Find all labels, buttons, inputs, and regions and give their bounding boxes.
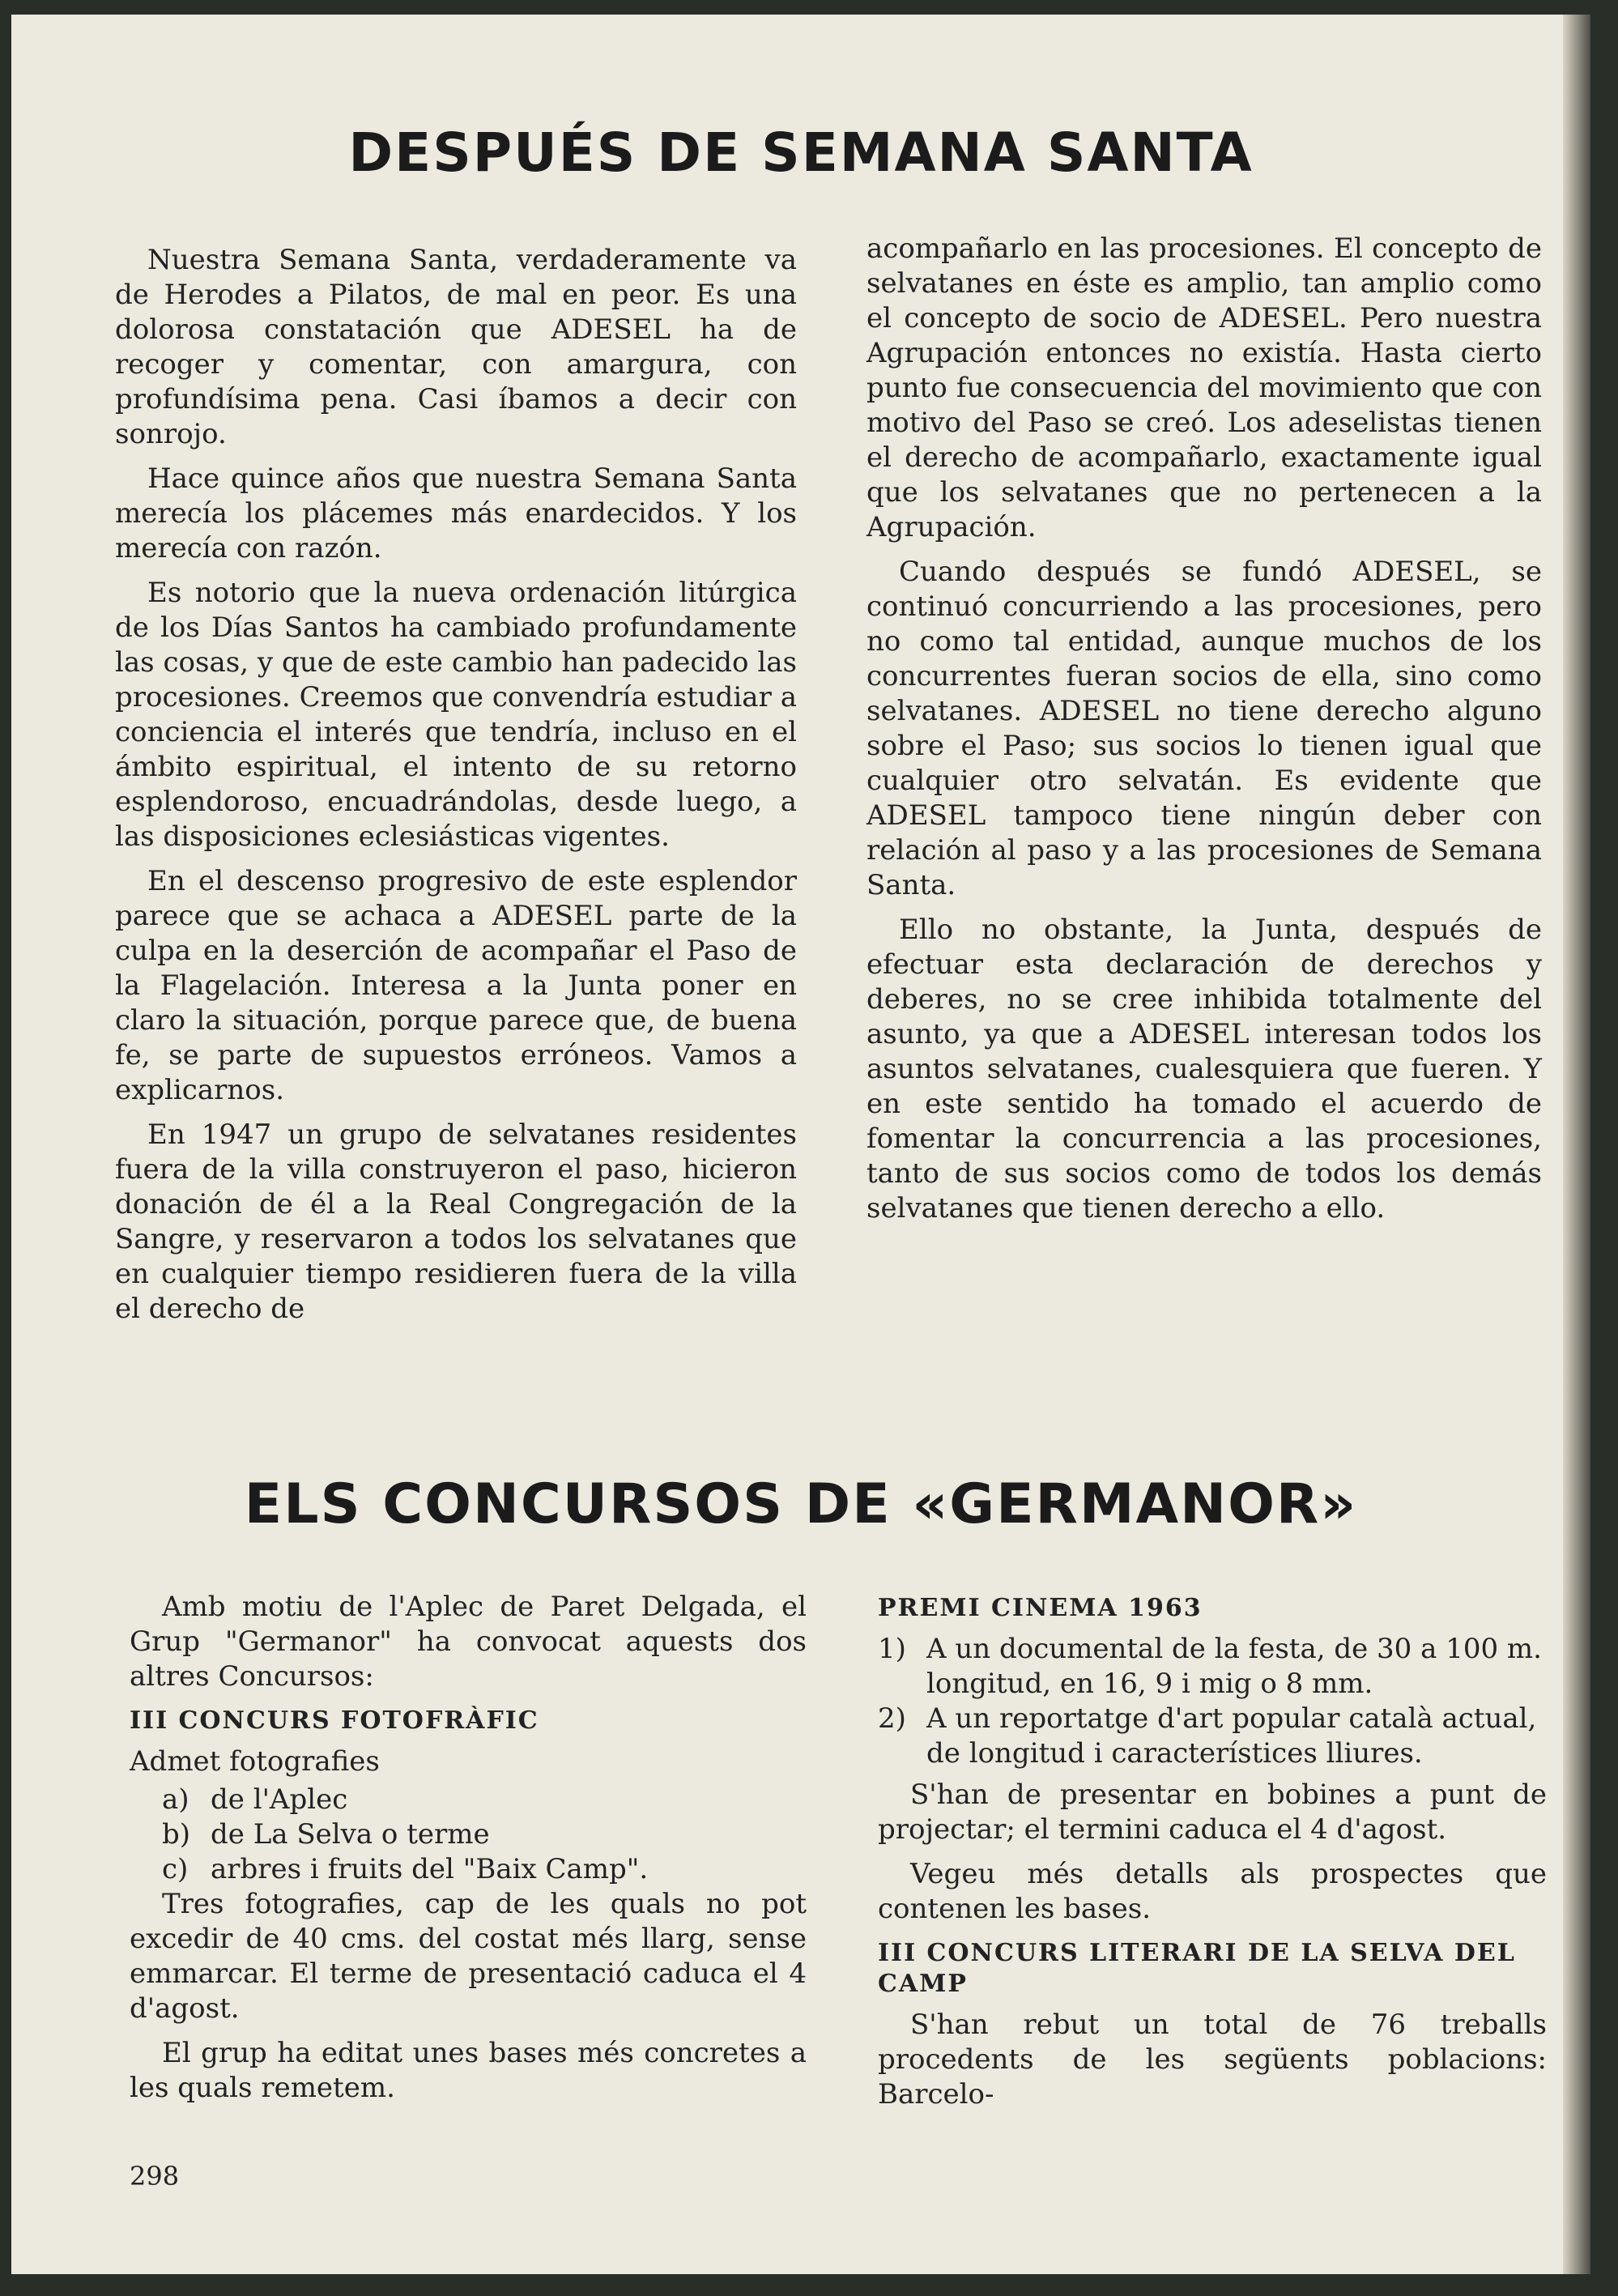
list-text: de La Selva o terme: [211, 1818, 490, 1851]
paragraph: S'han de presentar en bobines a punt de projectar; el termini caduca el 4 d'agost.: [878, 1778, 1547, 1846]
magazine-page: [11, 15, 1590, 2274]
paragraph: S'han rebut un total de 76 treballs procedents de les següents poblacions: Barcelo-: [878, 2008, 1547, 2111]
article2-column-right: [878, 1582, 1547, 2122]
book-spine: [1563, 15, 1590, 2274]
list-item: [878, 1702, 1547, 1771]
paragraph: Nuestra Semana Santa, verdaderamente va de Herodes a Pilatos, de mal en peor. Es una dolorosa constatación que ADESEL ha de recoger y comentar, con amargura, con profundísima pena. Casi íbamos a decir con sonrojo.: [115, 244, 797, 450]
list-text: arbres i fruits del "Baix Camp".: [211, 1853, 649, 1885]
section-heading-cinema: PREMI CINEMA 1963: [878, 1594, 1203, 1622]
list-key: 2): [878, 1702, 906, 1735]
list-item: [878, 1632, 1547, 1702]
article-title-concursos: ELS CONCURSOS DE «GERMANOR»: [244, 1472, 1358, 1536]
article1-column-right: [866, 232, 1542, 1236]
list-text: A un documental de la festa, de 30 a 100 m. longitud, en 16, 9 i mig o 8 mm.: [926, 1633, 1542, 1700]
list-item: [162, 1817, 807, 1852]
page-number: 298: [130, 2161, 180, 2192]
section-heading-foto: III CONCURS FOTOFRÀFIC: [130, 1706, 539, 1735]
list-item: [162, 1783, 807, 1817]
paragraph: Es notorio que la nueva ordenación litúrgica de los Días Santos ha cambiado profundamente las cosas, y que de este cambio han padecido las procesiones. Creemos que convendría estudiar a conciencia el interés que tendría, incluso en el ámbito espiritual, el intento de su retorno esplendoroso, encuadrándolas, desde luego, a las disposiciones eclesiásticas vigentes.: [115, 577, 797, 853]
paragraph-intro: Amb motiu de l'Aplec de Paret Delgada, el Grup "Germanor" ha convocat aquests dos altres Concursos:: [130, 1591, 807, 1693]
article2-column-left: [130, 1590, 807, 2115]
list-item: [162, 1852, 807, 1887]
paragraph: Tres fotografies, cap de les quals no pot excedir de 40 cms. del costat més llarg, sense emmarcar. El terme de presentació caduca el 4 d'agost.: [130, 1888, 807, 2025]
paragraph: En 1947 un grupo de selvatanes residentes fuera de la villa construyeron el paso, hicieron donación de él a la Real Congregación de la Sangre, y reservaron a todos los selvatanes que en cualquier tiempo residieren fuera de la villa el derecho de: [115, 1118, 797, 1325]
paragraph: En el descenso progresivo de este esplendor parece que se achaca a ADESEL parte de la culpa en la deserción de acompañar el Paso de la Flagelación. Interesa a la Junta poner en claro la situación, porque parece que, de buena fe, se parte de supuestos erróneos. Vamos a explicarnos.: [115, 865, 797, 1106]
paragraph: Cuando después se fundó ADESEL, se continuó concurriendo a las procesiones, pero no como tal entidad, aunque muchos de los concurrentes fueran socios de ella, sino como selvatanes. ADESEL no tiene derecho alguno sobre el Paso; sus socios lo tienen igual que cualquier otro selvatán. Es evidente que ADESEL tampoco tiene ningún deber con relación al paso y a las procesiones de Semana Santa.: [866, 556, 1542, 901]
list-text: de l'Aplec: [211, 1783, 348, 1816]
foto-list: [130, 1783, 807, 1887]
list-key: 1): [878, 1633, 906, 1665]
section-heading-literari: III CONCURS LITERARI DE LA SELVA DEL CAMP: [878, 1939, 1516, 1998]
paragraph: Vegeu més detalls als prospectes que contenen les bases.: [878, 1858, 1547, 1925]
paragraph: Hace quince años que nuestra Semana Santa merecía los plácemes más enardecidos. Y los merecía con razón.: [115, 462, 797, 564]
list-key: b): [162, 1818, 191, 1851]
paragraph: Ello no obstante, la Junta, después de efectuar esta declaración de derechos y deberes, no se cree inhibida totalmente del asunto, ya que a ADESEL interesan todos los asuntos selvatanes, cualesquiera que fueren. Y en este sentido ha tomado el acuerdo de fomentar la concurrencia a las procesiones, tanto de sus socios como de todos los demás selvatanes que tienen derecho a ello.: [866, 914, 1542, 1225]
article1-column-left: [115, 243, 797, 1336]
list-text: A un reportatge d'art popular català actual, de longitud i característices lliures.: [926, 1702, 1537, 1770]
paragraph: El grup ha editat unes bases més concretes a les quals remetem.: [130, 2037, 807, 2104]
article-title-semana-santa: DESPUÉS DE SEMANA SANTA: [348, 121, 1254, 184]
list-key: a): [162, 1783, 189, 1816]
cinema-list: [878, 1632, 1547, 1771]
paragraph: acompañarlo en las procesiones. El concepto de selvatanes en éste es amplio, tan amplio como el concepto de socio de ADESEL. Pero nuestra Agrupación entonces no existía. Hasta cierto punto fue consecuencia del movimiento que con motivo del Paso se creó. Los adeselistas tienen el derecho de acompañarlo, exactamente igual que los selvatanes que no pertenecen a la Agrupación.: [866, 232, 1542, 543]
list-key: c): [162, 1853, 189, 1885]
admet-label: Admet fotografies: [130, 1745, 380, 1778]
